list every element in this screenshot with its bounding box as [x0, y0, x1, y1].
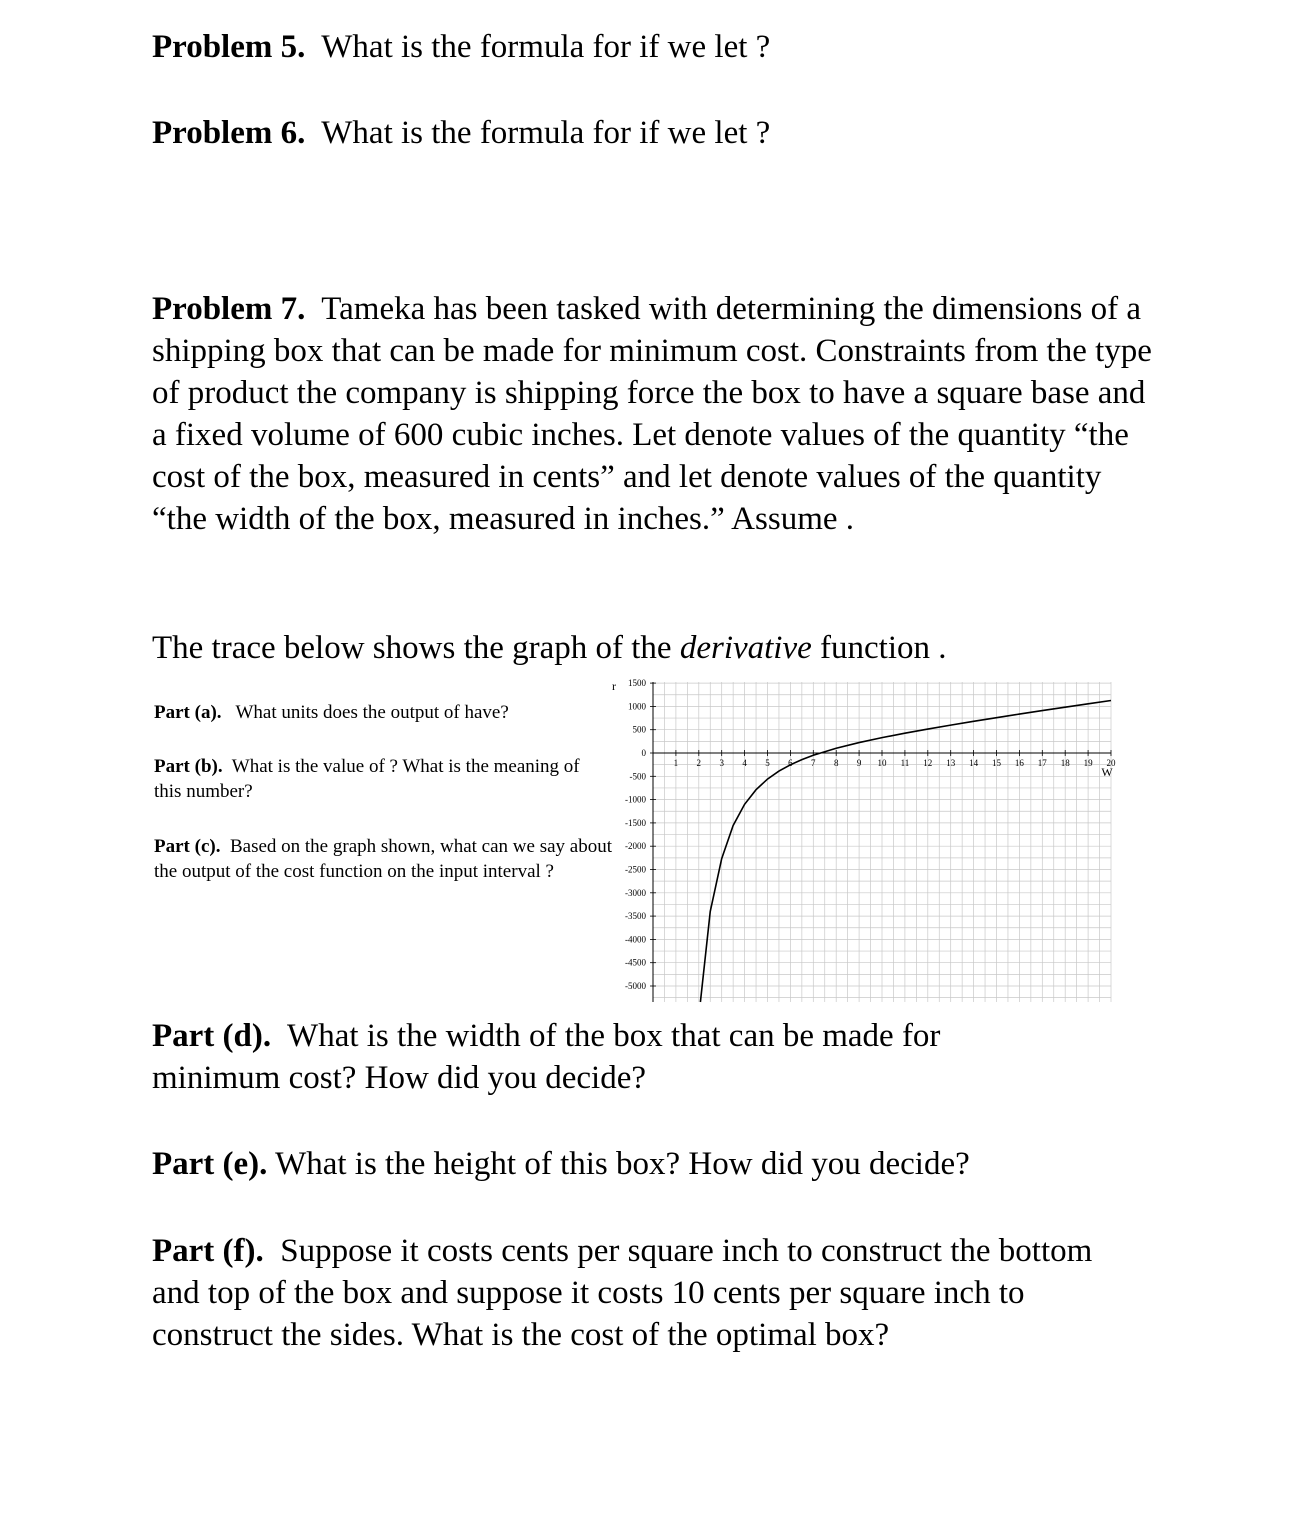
- part-c: [154, 834, 614, 884]
- part-b-label: Part (b).: [154, 756, 223, 777]
- y-tick-label: 0: [641, 748, 646, 758]
- y-tick-label: -3000: [625, 887, 646, 898]
- x-tick-label: 17: [1037, 758, 1047, 768]
- x-tick-label: 10: [877, 758, 887, 768]
- derivative-graph: [600, 672, 1120, 1007]
- y-tick-label: 1000: [628, 701, 646, 712]
- problem-5-label: Problem 5.: [152, 29, 306, 65]
- x-tick-label: 19: [1083, 758, 1093, 768]
- x-tick-label: 7: [811, 758, 816, 768]
- y-tick-label: -1000: [625, 794, 646, 805]
- x-tick-label: 2: [696, 758, 702, 768]
- part-e-label: Part (e).: [152, 1146, 268, 1182]
- y-tick-label: -3500: [625, 911, 646, 922]
- y-tick-labels: [625, 678, 647, 991]
- part-b-text: What is the value of ? What is the meaning of this number?: [154, 756, 580, 802]
- part-b: [154, 754, 594, 804]
- y-tick-label: 1500: [628, 678, 646, 689]
- problem-7: [152, 288, 1152, 540]
- x-tick-label: 3: [719, 758, 724, 768]
- part-a-text: What units does the output of have?: [235, 702, 509, 723]
- x-tick-label: 8: [833, 758, 839, 768]
- x-tick-label: 18: [1060, 758, 1070, 768]
- y-axis-label: r: [612, 679, 616, 693]
- x-tick-label: 13: [946, 758, 956, 768]
- y-tick-label: -4500: [625, 957, 646, 968]
- part-c-text: Based on the graph shown, what can we say about the output of the cost function on the input interval ?: [154, 836, 612, 882]
- trace-intro-before: The trace below shows the graph of the: [152, 630, 672, 666]
- problem-6-label: Problem 6.: [152, 115, 306, 151]
- x-tick-label: 12: [923, 758, 933, 768]
- x-tick-label: 1: [673, 758, 679, 768]
- y-tick-label: -5000: [625, 981, 646, 991]
- x-tick-label: 20: [1106, 758, 1116, 768]
- part-d: [152, 1015, 1052, 1099]
- y-tick-label: -1500: [625, 817, 646, 828]
- y-tick-label: -500: [629, 771, 646, 782]
- x-tick-label: 15: [992, 758, 1001, 768]
- problem-6-text: What is the formula for if we let ?: [321, 115, 771, 151]
- problem-7-label: Problem 7.: [152, 291, 306, 327]
- x-tick-label: 14: [969, 758, 979, 768]
- trace-intro: [152, 627, 947, 669]
- graph-grid: [653, 682, 1111, 1002]
- derivative-curve: [700, 700, 1111, 1002]
- y-tick-label: -4000: [625, 934, 646, 945]
- x-tick-label: 11: [900, 758, 910, 768]
- part-f-text: Suppose it costs cents per square inch to construct the bottom and top of the box and suppose it costs 10 cents per square inch to construct the sides. What is the cost of the optimal box?: [152, 1233, 1093, 1353]
- part-d-label: Part (d).: [152, 1018, 272, 1054]
- problem-5: [152, 26, 770, 68]
- trace-intro-emphasis: derivative: [679, 630, 812, 666]
- x-axis-label: W: [1101, 765, 1113, 779]
- y-tick-label: -2500: [625, 864, 646, 875]
- x-tick-label: 16: [1014, 758, 1024, 768]
- x-tick-label: 6: [788, 758, 793, 768]
- part-a: [154, 700, 509, 725]
- problem-7-text: Tameka has been tasked with determining the dimensions of a shipping box that can be made for minimum cost. Constraints from the type of product the company is shipping force the box to have a square base and a fixed volume of 600 cubic inches. Let denote values of the quantity “the cost of the box, measured in cents” and let denote values of the quantity “the width of the box, measured in inches.” Assume .: [152, 291, 1152, 537]
- y-tick-label: -2000: [625, 841, 646, 852]
- x-tick-labels: [674, 758, 1116, 768]
- y-tick-label: 500: [632, 724, 646, 735]
- part-e: [152, 1143, 970, 1185]
- problem-6: [152, 112, 770, 154]
- part-f-label: Part (f).: [152, 1233, 264, 1269]
- x-tick-label: 9: [856, 758, 862, 768]
- problem-5-text: What is the formula for if we let ?: [321, 29, 771, 65]
- part-d-text: What is the width of the box that can be made for minimum cost? How did you decide?: [152, 1018, 941, 1096]
- x-tick-label: 5: [765, 758, 770, 768]
- part-f: [152, 1230, 1132, 1356]
- x-tick-label: 4: [742, 758, 747, 768]
- part-a-label: Part (a).: [154, 702, 222, 723]
- part-e-text: What is the height of this box? How did you decide?: [275, 1146, 970, 1182]
- trace-intro-after: function .: [820, 630, 947, 666]
- part-c-label: Part (c).: [154, 836, 221, 857]
